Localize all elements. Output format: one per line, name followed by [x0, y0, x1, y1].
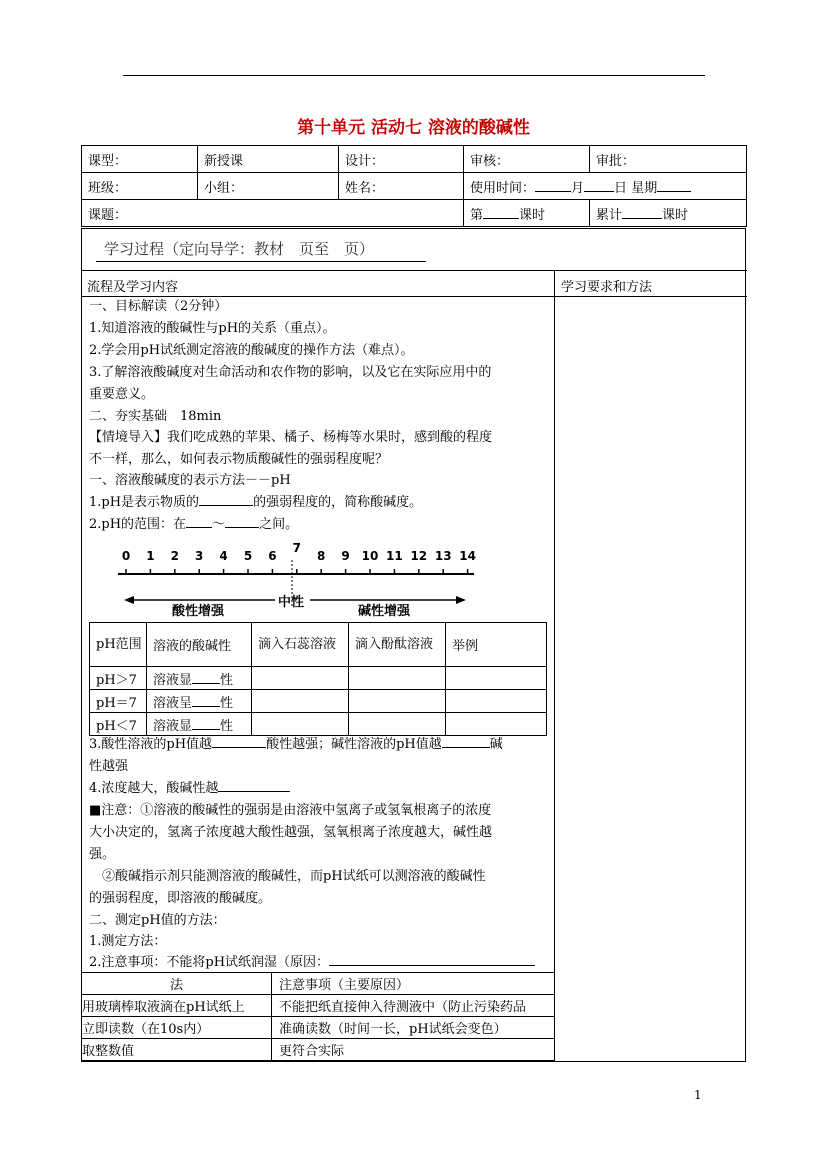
tick-label: 8	[317, 549, 326, 563]
text-line: 1.pH是表示物质的 的强弱程度的，简称酸碱度。	[89, 495, 423, 510]
ph-nature: 溶液呈 性	[147, 690, 252, 713]
tick-label: 2	[170, 549, 179, 563]
text-line: 强。	[89, 847, 116, 862]
left-column-header: 流程及学习内容	[87, 280, 179, 295]
ph-header: 举例	[446, 623, 547, 667]
name-label: 姓名：	[339, 173, 464, 200]
tick-label: 4	[219, 549, 228, 563]
ph-scale	[110, 540, 480, 620]
text-line: 二、夯实基础 18min	[89, 409, 222, 424]
tick-label: 6	[268, 549, 277, 563]
text-line: 4.浓度越大，酸碱性越	[89, 778, 290, 799]
text-line: 3.了解溶液酸碱度对生命活动和农作物的影响，以及它在实际应用中的	[89, 365, 492, 380]
method-cell: 立即读数（在10s内）	[82, 1017, 272, 1039]
text-line: 2.注意事项：不能将pH试纸润湿（原因：	[89, 952, 535, 973]
text-line: 不一样，那么，如何表示物质酸碱性的强弱程度呢？	[89, 452, 389, 467]
review-label: 审核：	[464, 146, 590, 173]
neutral-label: 中性	[278, 595, 305, 610]
method-header: 注意事项（主要原因）	[272, 973, 555, 995]
design-label: 设计：	[339, 146, 464, 173]
tick-label: 3	[195, 549, 204, 563]
approve-label: 审批：	[590, 146, 747, 173]
tick-label: 14	[459, 549, 476, 563]
text-line: 3.酸性溶液的pH值越 酸性越强；碱性溶液的pH值越 碱	[89, 737, 503, 752]
right-column-header: 学习要求和方法	[561, 280, 653, 295]
ph-range: pH＝7	[90, 690, 147, 713]
text-line: 2.学会用pH试纸测定溶液的酸碱度的操作方法（难点）。	[89, 343, 414, 358]
tick-label: 0	[121, 549, 131, 563]
text-line: 1.测定方法：	[89, 934, 167, 949]
course-type-value: 新授课	[198, 146, 339, 173]
text-line: 1.知道溶液的酸碱性与pH的关系（重点）。	[89, 321, 336, 336]
top-rule	[123, 75, 705, 76]
tick-label: 10	[361, 549, 379, 563]
column-divider	[554, 270, 555, 1062]
ph-nature: 溶液显 性	[147, 667, 252, 690]
text-line: ②酸碱指示剂只能测溶液的酸碱性，而pH试纸可以测溶液的酸碱性	[89, 869, 486, 884]
ph-range: pH＜7	[90, 713, 147, 736]
page-title: 第十单元 活动七 溶液的酸碱性	[297, 118, 530, 138]
method-cell: 用玻璃棒取液滴在pH试纸上	[82, 995, 272, 1017]
ph-nature: 溶液显 性	[147, 713, 252, 736]
text-line: 性越强	[89, 759, 129, 774]
ph-range: pH＞7	[90, 667, 147, 690]
method-cell: 更符合实际	[272, 1039, 555, 1061]
tick-label: 5	[243, 549, 253, 563]
method-cell: 准确读数（时间一长，pH试纸会变色）	[272, 1017, 555, 1039]
class-label: 班级：	[82, 173, 198, 200]
banner-underline	[96, 261, 426, 262]
ph-header: 滴入石蕊溶液	[252, 623, 349, 667]
method-header: 法	[82, 973, 272, 995]
use-time-cell: 使用时间： 月 日 星期	[464, 173, 747, 200]
page-number: 1	[694, 1088, 702, 1102]
tick-label: 11	[386, 549, 403, 563]
total-lessons-cell: 累计 课时	[590, 200, 747, 227]
group-label: 小组：	[198, 173, 339, 200]
text-line: 一、目标解读（2分钟）	[89, 299, 228, 314]
tick-label: 7	[292, 541, 301, 555]
lesson-number-cell: 第 课时	[464, 200, 590, 227]
process-banner: 学习过程（定向导学：教材 页至 页）	[104, 240, 375, 258]
rule	[81, 270, 747, 271]
text-line: 2.pH的范围：在 ～ 之间。	[89, 517, 299, 532]
tick-label: 9	[341, 549, 350, 563]
ph-header: pH范围	[90, 623, 147, 667]
text-line: 重要意义。	[89, 387, 155, 402]
tick-label: 12	[410, 549, 428, 563]
ph-header: 滴入酚酞溶液	[349, 623, 446, 667]
text-line: 的强弱程度，即溶液的酸碱度。	[89, 891, 272, 906]
tick-label: 13	[434, 549, 452, 563]
text-line: 一、溶液酸碱度的表示方法－－pH	[89, 473, 291, 488]
text-line: 【情境导入】我们吃成熟的苹果、橘子、杨梅等水果时，感到酸的程度	[89, 430, 493, 445]
method-cell: 取整数值	[82, 1039, 272, 1061]
acid-label: 酸性增强	[172, 604, 225, 619]
topic-label: 课题：	[82, 200, 464, 227]
header-table	[81, 145, 747, 227]
text-line: 大小决定的，氢离子浓度越大酸性越强，氢氧根离子浓度越大，碱性越	[89, 825, 493, 840]
course-type-label: 课型：	[82, 146, 198, 173]
text-line: ■注意：①溶液的酸碱性的强弱是由溶液中氢离子或氢氧根离子的浓度	[89, 803, 492, 818]
ph-table	[89, 622, 547, 736]
text-line: 二、测定pH值的方法：	[89, 913, 226, 928]
tick-label: 1	[146, 549, 155, 563]
method-cell: 不能把纸直接伸入待测液中（防止污染药品	[272, 995, 555, 1017]
method-table	[81, 972, 555, 1061]
base-label: 碱性增强	[358, 604, 411, 619]
ph-header: 溶液的酸碱性	[147, 623, 252, 667]
